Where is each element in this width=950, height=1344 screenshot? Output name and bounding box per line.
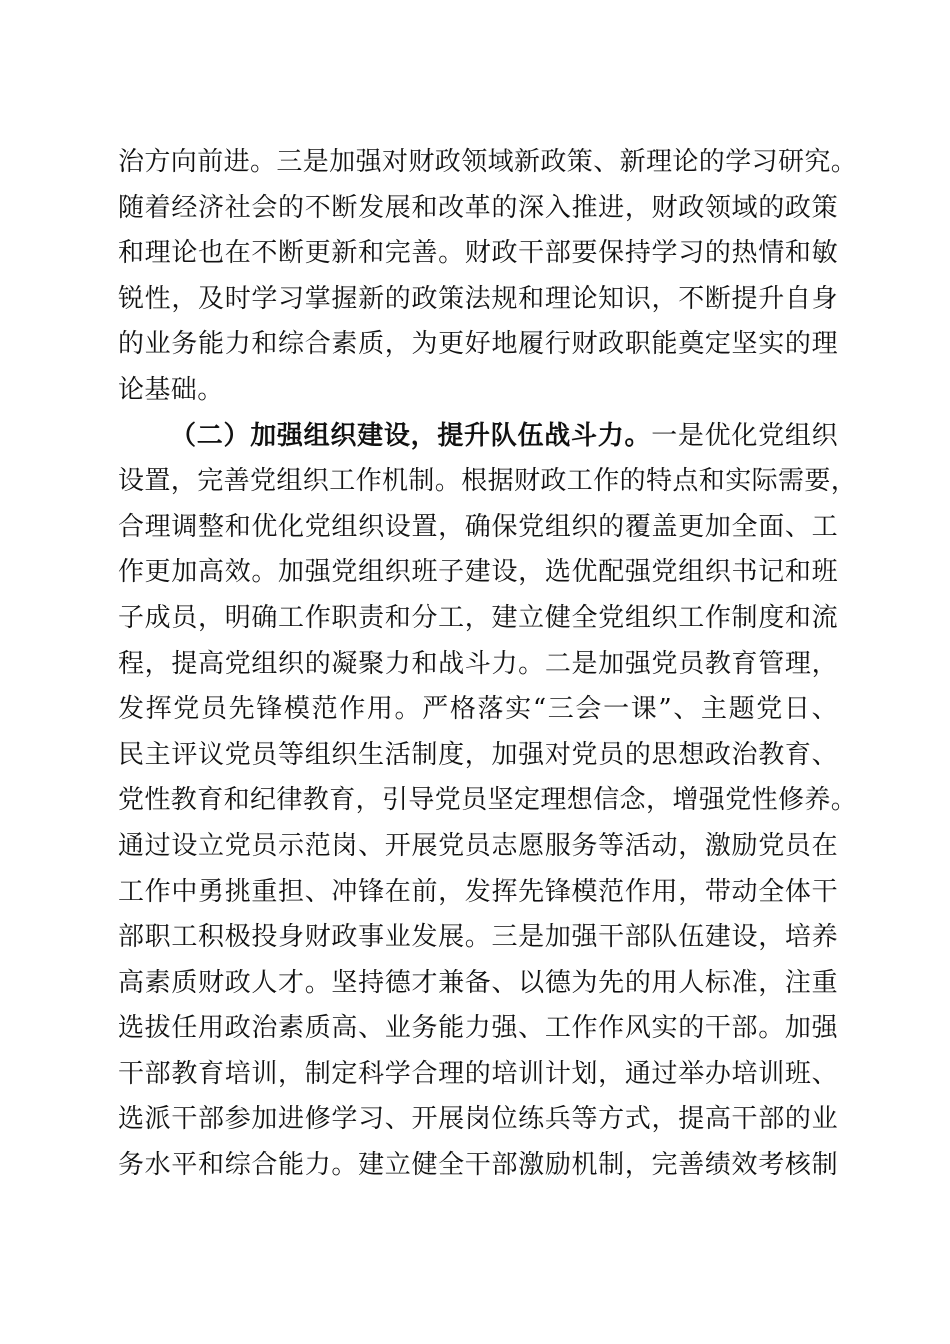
text-line: 合理调整和优化党组织设置，确保党组织的覆盖更加全面、工 (118, 511, 838, 542)
text-fragment: 一是优化党组织 (651, 420, 838, 451)
text-line: 子成员，明确工作职责和分工，建立健全党组织工作制度和流 (118, 602, 838, 633)
text-line: 作更加高效。加强党组织班子建设，选优配强党组织书记和班 (118, 557, 838, 588)
text-line: 随着经济社会的不断发展和改革的深入推进，财政领域的政策 (118, 192, 838, 223)
text-line: 务水平和综合能力。建立健全干部激励机制，完善绩效考核制 (118, 1150, 838, 1181)
text-line: 发挥党员先锋模范作用。严格落实“三会一课”、主题党日、 (118, 694, 838, 725)
text-line: 选拔任用政治素质高、业务能力强、工作作风实的干部。加强 (118, 1013, 838, 1044)
text-line: 部职工积极投身财政事业发展。三是加强干部队伍建设，培养 (118, 922, 838, 953)
text-line: 治方向前进。三是加强对财政领域新政策、新理论的学习研究。 (118, 147, 858, 177)
text-line: 党性教育和纪律教育，引导党员坚定理想信念，增强党性修养。 (118, 785, 858, 816)
text-line: 论基础。 (118, 374, 224, 405)
text-line: 的业务能力和综合素质，为更好地履行财政职能奠定坚实的理 (118, 329, 838, 360)
section-heading: （二）加强组织建设，提升队伍战斗力。 (170, 420, 652, 451)
text-line: 工作中勇挑重担、冲锋在前，发挥先锋模范作用，带动全体干 (118, 876, 838, 907)
text-line: 设置，完善党组织工作机制。根据财政工作的特点和实际需要， (118, 466, 858, 497)
text-line: 程，提高党组织的凝聚力和战斗力。二是加强党员教育管理， (118, 648, 838, 679)
text-line: 和理论也在不断更新和完善。财政干部要保持学习的热情和敏 (118, 238, 838, 269)
text-line: 锐性，及时学习掌握新的政策法规和理论知识，不断提升自身 (118, 283, 838, 314)
text-line: 高素质财政人才。坚持德才兼备、以德为先的用人标准，注重 (118, 967, 838, 998)
text-line: 选派干部参加进修学习、开展岗位练兵等方式，提高干部的业 (118, 1104, 838, 1135)
text-line: 通过设立党员示范岗、开展党员志愿服务等活动，激励党员在 (118, 830, 838, 861)
paragraph-1 (118, 140, 858, 414)
text-line: 民主评议党员等组织生活制度，加强对党员的思想政治教育、 (118, 739, 838, 770)
text-line: 干部教育培训，制定科学合理的培训计划，通过举办培训班、 (118, 1058, 838, 1089)
paragraph-2 (118, 414, 858, 1189)
section-heading-line (118, 414, 838, 460)
document-body (118, 140, 858, 1189)
